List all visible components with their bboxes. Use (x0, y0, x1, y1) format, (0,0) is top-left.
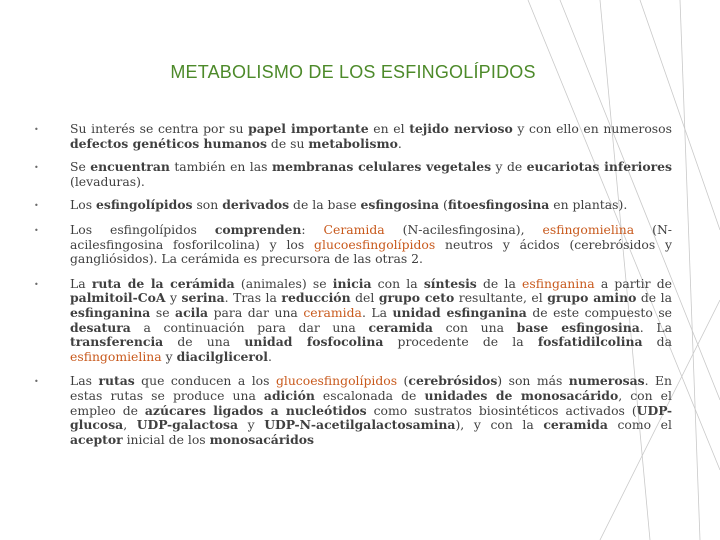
text-run: Las (70, 373, 99, 389)
bullet-text (70, 374, 672, 447)
text-run: . La (361, 304, 393, 320)
text-run: , (123, 417, 137, 433)
text-run: esfingolípidos (96, 197, 193, 213)
text-run: de su (266, 135, 309, 151)
text-run: UDP-glucosa (70, 402, 672, 433)
text-run: como el (607, 417, 672, 433)
text-run: y (238, 417, 265, 433)
text-run: unidad esfinganina (392, 304, 527, 320)
text-run: (animales) se (234, 275, 333, 291)
text-run: fosfatidilcolina (537, 334, 643, 350)
bullet-text (70, 223, 672, 267)
text-run: . En estas rutas se produce una (70, 373, 673, 403)
text-run: reducción (281, 290, 351, 306)
text-run: UDP-galactosa (136, 417, 239, 433)
bullet-marker: • (34, 225, 39, 235)
text-run: , con el empleo de (70, 387, 672, 418)
text-run: UDP-N-acetilgalactosamina (264, 417, 456, 433)
text-run: ceramida (368, 319, 433, 335)
bullet-item (34, 122, 672, 151)
text-run: en el (368, 121, 410, 136)
text-run: esfingosina (360, 197, 440, 213)
bullet-marker: • (34, 163, 39, 173)
text-run: ( (397, 373, 409, 389)
text-run: aceptor (70, 431, 123, 447)
bullet-item (34, 374, 672, 447)
bullet-text (70, 198, 672, 213)
text-run: y con ello en numerosos (512, 121, 672, 136)
text-run: (N-acilesfingosina), (384, 221, 543, 237)
bullet-text (70, 160, 672, 189)
text-run: neutros y ácidos (cerebrósidos y gangliósidos). La cerámida es precursora de las otras 2. (70, 236, 672, 267)
text-run: glucoesfingolípidos (275, 373, 398, 389)
text-run: ( (439, 197, 448, 213)
text-run: Se (70, 159, 91, 175)
text-run: que conducen a los (134, 373, 276, 389)
text-run: esfinganina (522, 275, 595, 291)
text-run: inicial de los (122, 431, 210, 447)
text-run: . Tras la (224, 290, 282, 306)
page-title: METABOLISMO DE LOS ESFINGOLÍPIDOS (170, 62, 536, 82)
text-run: esfingomielina (70, 348, 162, 364)
bullet-list (34, 122, 672, 447)
text-run: comprenden (214, 221, 302, 237)
text-run: a partir de (594, 275, 673, 291)
bullet-marker: • (34, 201, 39, 211)
text-run: . La (639, 319, 673, 335)
text-run: ) son más (497, 373, 569, 389)
text-run: Su interés se centra por su (70, 121, 249, 136)
text-run: defectos genéticos humanos (70, 135, 267, 151)
bullet-marker: • (34, 279, 39, 289)
text-run: se (150, 304, 176, 320)
text-run: también en las (169, 159, 272, 175)
text-run: síntesis (423, 275, 477, 291)
text-run: y (161, 348, 177, 364)
text-run: transferencia (70, 334, 164, 350)
text-run: procedente de la (383, 334, 538, 350)
text-run: de la (636, 290, 673, 306)
text-run: y de (491, 159, 527, 175)
text-run: monosacáridos (209, 431, 314, 447)
text-run: resultante, el (454, 290, 548, 306)
text-run: ceramida (303, 304, 362, 320)
text-run: como sustratos biosintéticos activados ( (366, 402, 637, 418)
text-run: ruta de la cerámida (91, 275, 235, 291)
text-run: de la base (289, 197, 361, 213)
text-run: base esfingosina (516, 319, 640, 335)
text-run: con una (432, 319, 517, 335)
text-run: adición (263, 387, 315, 403)
text-run: fitoesfingosina (447, 197, 550, 213)
text-run: azúcares ligados a nucleótidos (144, 402, 367, 418)
text-run: tejido nervioso (409, 121, 513, 136)
bullet-item (34, 160, 672, 189)
text-run: de este compuesto se (526, 304, 673, 320)
text-run: palmitoil-CoA (70, 290, 166, 306)
text-run: glucoesfingolípidos (314, 236, 436, 252)
bullet-text (70, 122, 672, 151)
text-run: inicia (332, 275, 372, 291)
text-run: La (70, 275, 92, 291)
text-run: eucariotas inferiores (526, 159, 672, 175)
text-run: esfingomielina (542, 221, 635, 237)
text-run: rutas (98, 373, 135, 389)
text-run: de una (163, 334, 245, 350)
text-run: unidad fosfocolina (244, 334, 384, 350)
text-run: a continuación para dar una (130, 319, 369, 335)
text-run: grupo ceto (378, 290, 455, 306)
text-run: papel importante (248, 121, 369, 136)
text-run: ceramida (543, 417, 608, 433)
text-run: . (267, 348, 272, 364)
text-run: da (642, 334, 673, 350)
bullet-item (34, 223, 672, 267)
text-run: Los (70, 197, 96, 213)
text-run: (levaduras). (70, 173, 145, 189)
text-run: diacilglicerol (176, 348, 268, 364)
text-run: son (192, 197, 223, 213)
text-run: membranas celulares vegetales (271, 159, 492, 175)
text-run: Ceramida (323, 221, 385, 237)
text-run: Los esfingolípidos (70, 221, 215, 237)
bullet-marker: • (34, 377, 39, 387)
text-run: ), y con la (455, 417, 544, 433)
text-run: . (397, 135, 402, 151)
text-run: de la (476, 275, 523, 291)
bullet-item (34, 198, 672, 213)
text-run: esfinganina (70, 304, 151, 320)
text-run: numerosas (568, 373, 645, 389)
text-run: serina (181, 290, 225, 306)
text-run: del (350, 290, 379, 306)
bullet-marker: • (34, 125, 39, 134)
text-run: cerebrósidos (408, 373, 498, 389)
text-run: acila (175, 304, 209, 320)
text-run: : (301, 221, 324, 237)
text-run: para dar una (208, 304, 304, 320)
text-run: en plantas). (549, 197, 628, 213)
text-run: unidades de monosacárido (424, 387, 619, 403)
text-run: metabolismo (308, 135, 398, 151)
text-run: grupo amino (547, 290, 637, 306)
text-run: desatura (70, 319, 131, 335)
bullet-text (70, 277, 672, 365)
text-run: encuentran (90, 159, 170, 175)
text-run: escalonada de (314, 387, 425, 403)
text-run: con la (371, 275, 424, 291)
text-run: derivados (222, 197, 290, 213)
text-run: y (165, 290, 182, 306)
bullet-item (34, 277, 672, 365)
text-run: (N-acilesfingosina fosforilcolina) y los (70, 221, 672, 252)
